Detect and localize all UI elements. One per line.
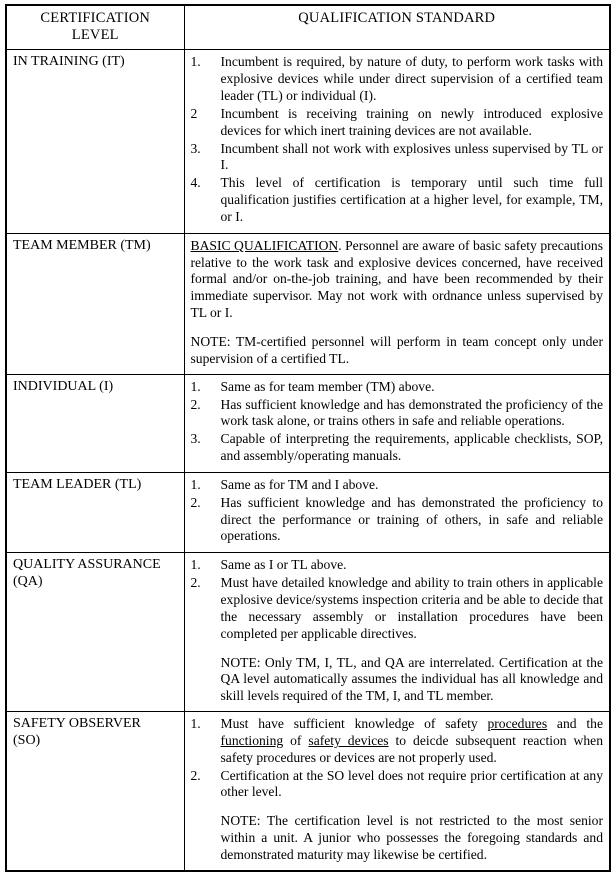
list-item-number: 2 (190, 105, 198, 121)
list-item-number: 2. (190, 396, 201, 412)
list-item-number: 1. (190, 557, 201, 573)
list-item-number: 2. (190, 494, 201, 510)
standard-item-list (191, 477, 604, 545)
level-label-secondary: (QA) (13, 574, 43, 590)
list-item (191, 141, 604, 175)
table-row (6, 712, 610, 871)
list-item-text: Incumbent is receiving training on newly introduced explosive devices for which inert training devices are not available. (220, 105, 603, 138)
list-item-text: Has sufficient knowledge and has demonstrated the proficiency of the work task alone, or trains others in safe and reliable operations. (220, 396, 603, 429)
standard-item-list (191, 716, 604, 801)
column-header-line-2: LEVEL (71, 26, 119, 43)
table-row (6, 472, 610, 552)
list-item (191, 495, 604, 546)
list-item (191, 716, 604, 767)
list-item-number: 1. (190, 476, 201, 492)
standard-cell (184, 553, 610, 712)
standard-note: NOTE: The certification level is not restricted to the most senior within a unit. A junior who possesses the foregoing standards and demonstrated maturity may likewise be certified. (220, 813, 603, 862)
table-header-row (6, 5, 610, 50)
standard-cell (184, 50, 610, 233)
list-item-text: Incumbent is required, by nature of duty, to perform work tasks with explosive devices while under direct supervision of a certified team leader (TL) or individual (I). (220, 54, 603, 104)
list-item-text: Must have sufficient knowledge of safety procedures and the functioning of safety devices to deicde subsequent reaction when safety procedures or devices are not properly used. (220, 716, 603, 765)
table-row (6, 233, 610, 374)
list-item-number: 2. (190, 767, 201, 783)
standard-item-list (191, 379, 604, 465)
level-label-secondary: (SO) (13, 732, 41, 748)
table-row (6, 374, 610, 472)
level-cell (6, 553, 184, 712)
list-item-text: Incumbent shall not work with explosives unless supervised by TL or I. (220, 140, 603, 173)
standard-paragraph-text: . Personnel are aware of basic safety precautions relative to the work task and explosive devices concerned, have received formal and/or on-the-job training, and have been recommended by their immediate supervisor. May not work with ordnance unless supervised by TL or I. (190, 237, 603, 321)
level-cell (6, 374, 184, 472)
list-item-text: Same as for TM and I above. (220, 476, 379, 492)
level-label: TEAM MEMBER (TM) (13, 237, 151, 253)
standard-paragraph (191, 238, 604, 322)
standard-item-list (191, 557, 604, 642)
column-header-qualification-standard: QUALIFICATION STANDARD (184, 5, 610, 50)
list-item-text: Must have detailed knowledge and ability to train others in applicable explosive device/systems inspection criteria and be able to decide that the necessary assembly or installation procedures have been completed per applicable directives. (220, 575, 603, 641)
column-header-line-1: CERTIFICATION (40, 10, 151, 26)
level-label: INDIVIDUAL (I) (13, 378, 114, 394)
table-row (6, 553, 610, 712)
certification-standards-table (5, 4, 611, 872)
list-item (191, 175, 604, 226)
list-item-number: 1. (190, 378, 201, 394)
list-item-text: Same as for team member (TM) above. (220, 378, 435, 394)
level-cell (6, 50, 184, 233)
list-item-number: 1. (190, 54, 201, 70)
list-item-text: Has sufficient knowledge and has demonstrated the proficiency to direct the performance or training of others, in safe and reliable operations. (220, 494, 603, 544)
list-item (191, 575, 604, 642)
level-label: SAFETY OBSERVER (13, 716, 141, 732)
list-item-number: 2. (190, 575, 201, 591)
basic-qualification-lead: BASIC QUALIFICATION (190, 237, 339, 253)
list-item (191, 768, 604, 802)
standard-cell (184, 374, 610, 472)
list-item-number: 1. (190, 716, 201, 732)
table-row (6, 50, 610, 233)
list-item-text: This level of certification is temporary until such time full qualification justifies certification at a higher level, for example, TM, or I. (220, 175, 603, 224)
level-label: IN TRAINING (IT) (13, 54, 125, 70)
list-item-text: Certification at the SO level does not require prior certification at any other level. (220, 767, 603, 800)
standard-note: NOTE: Only TM, I, TL, and QA are interrelated. Certification at the QA level automatically assumes the individual has all knowledge and skill levels required of the TM, I, and TL member. (220, 654, 603, 704)
standard-note: NOTE: TM-certified personnel will perform in team concept only under supervision of a certified TL. (190, 334, 603, 366)
table-header (6, 5, 610, 50)
list-item (191, 54, 604, 105)
standard-item-list (191, 54, 604, 225)
list-item-number: 4. (190, 175, 201, 191)
level-cell (6, 712, 184, 871)
list-item-number: 3. (190, 431, 201, 447)
list-item (191, 557, 604, 574)
list-item (191, 397, 604, 431)
level-label: TEAM LEADER (TL) (13, 476, 142, 492)
standard-cell (184, 712, 610, 871)
list-item (191, 106, 604, 140)
column-header-certification-level (6, 5, 184, 50)
level-cell (6, 472, 184, 552)
list-item-text: Same as I or TL above. (220, 557, 347, 573)
list-item (191, 477, 604, 494)
level-cell (6, 233, 184, 374)
list-item-number: 3. (190, 140, 201, 156)
level-label: QUALITY ASSURANCE (13, 557, 161, 573)
standard-cell (184, 233, 610, 374)
standard-cell (184, 472, 610, 552)
table-body (6, 50, 610, 871)
list-item (191, 379, 604, 396)
list-item (191, 431, 604, 465)
list-item-text: Capable of interpreting the requirements, applicable checklists, SOP, and assembly/operating manuals. (220, 431, 603, 464)
